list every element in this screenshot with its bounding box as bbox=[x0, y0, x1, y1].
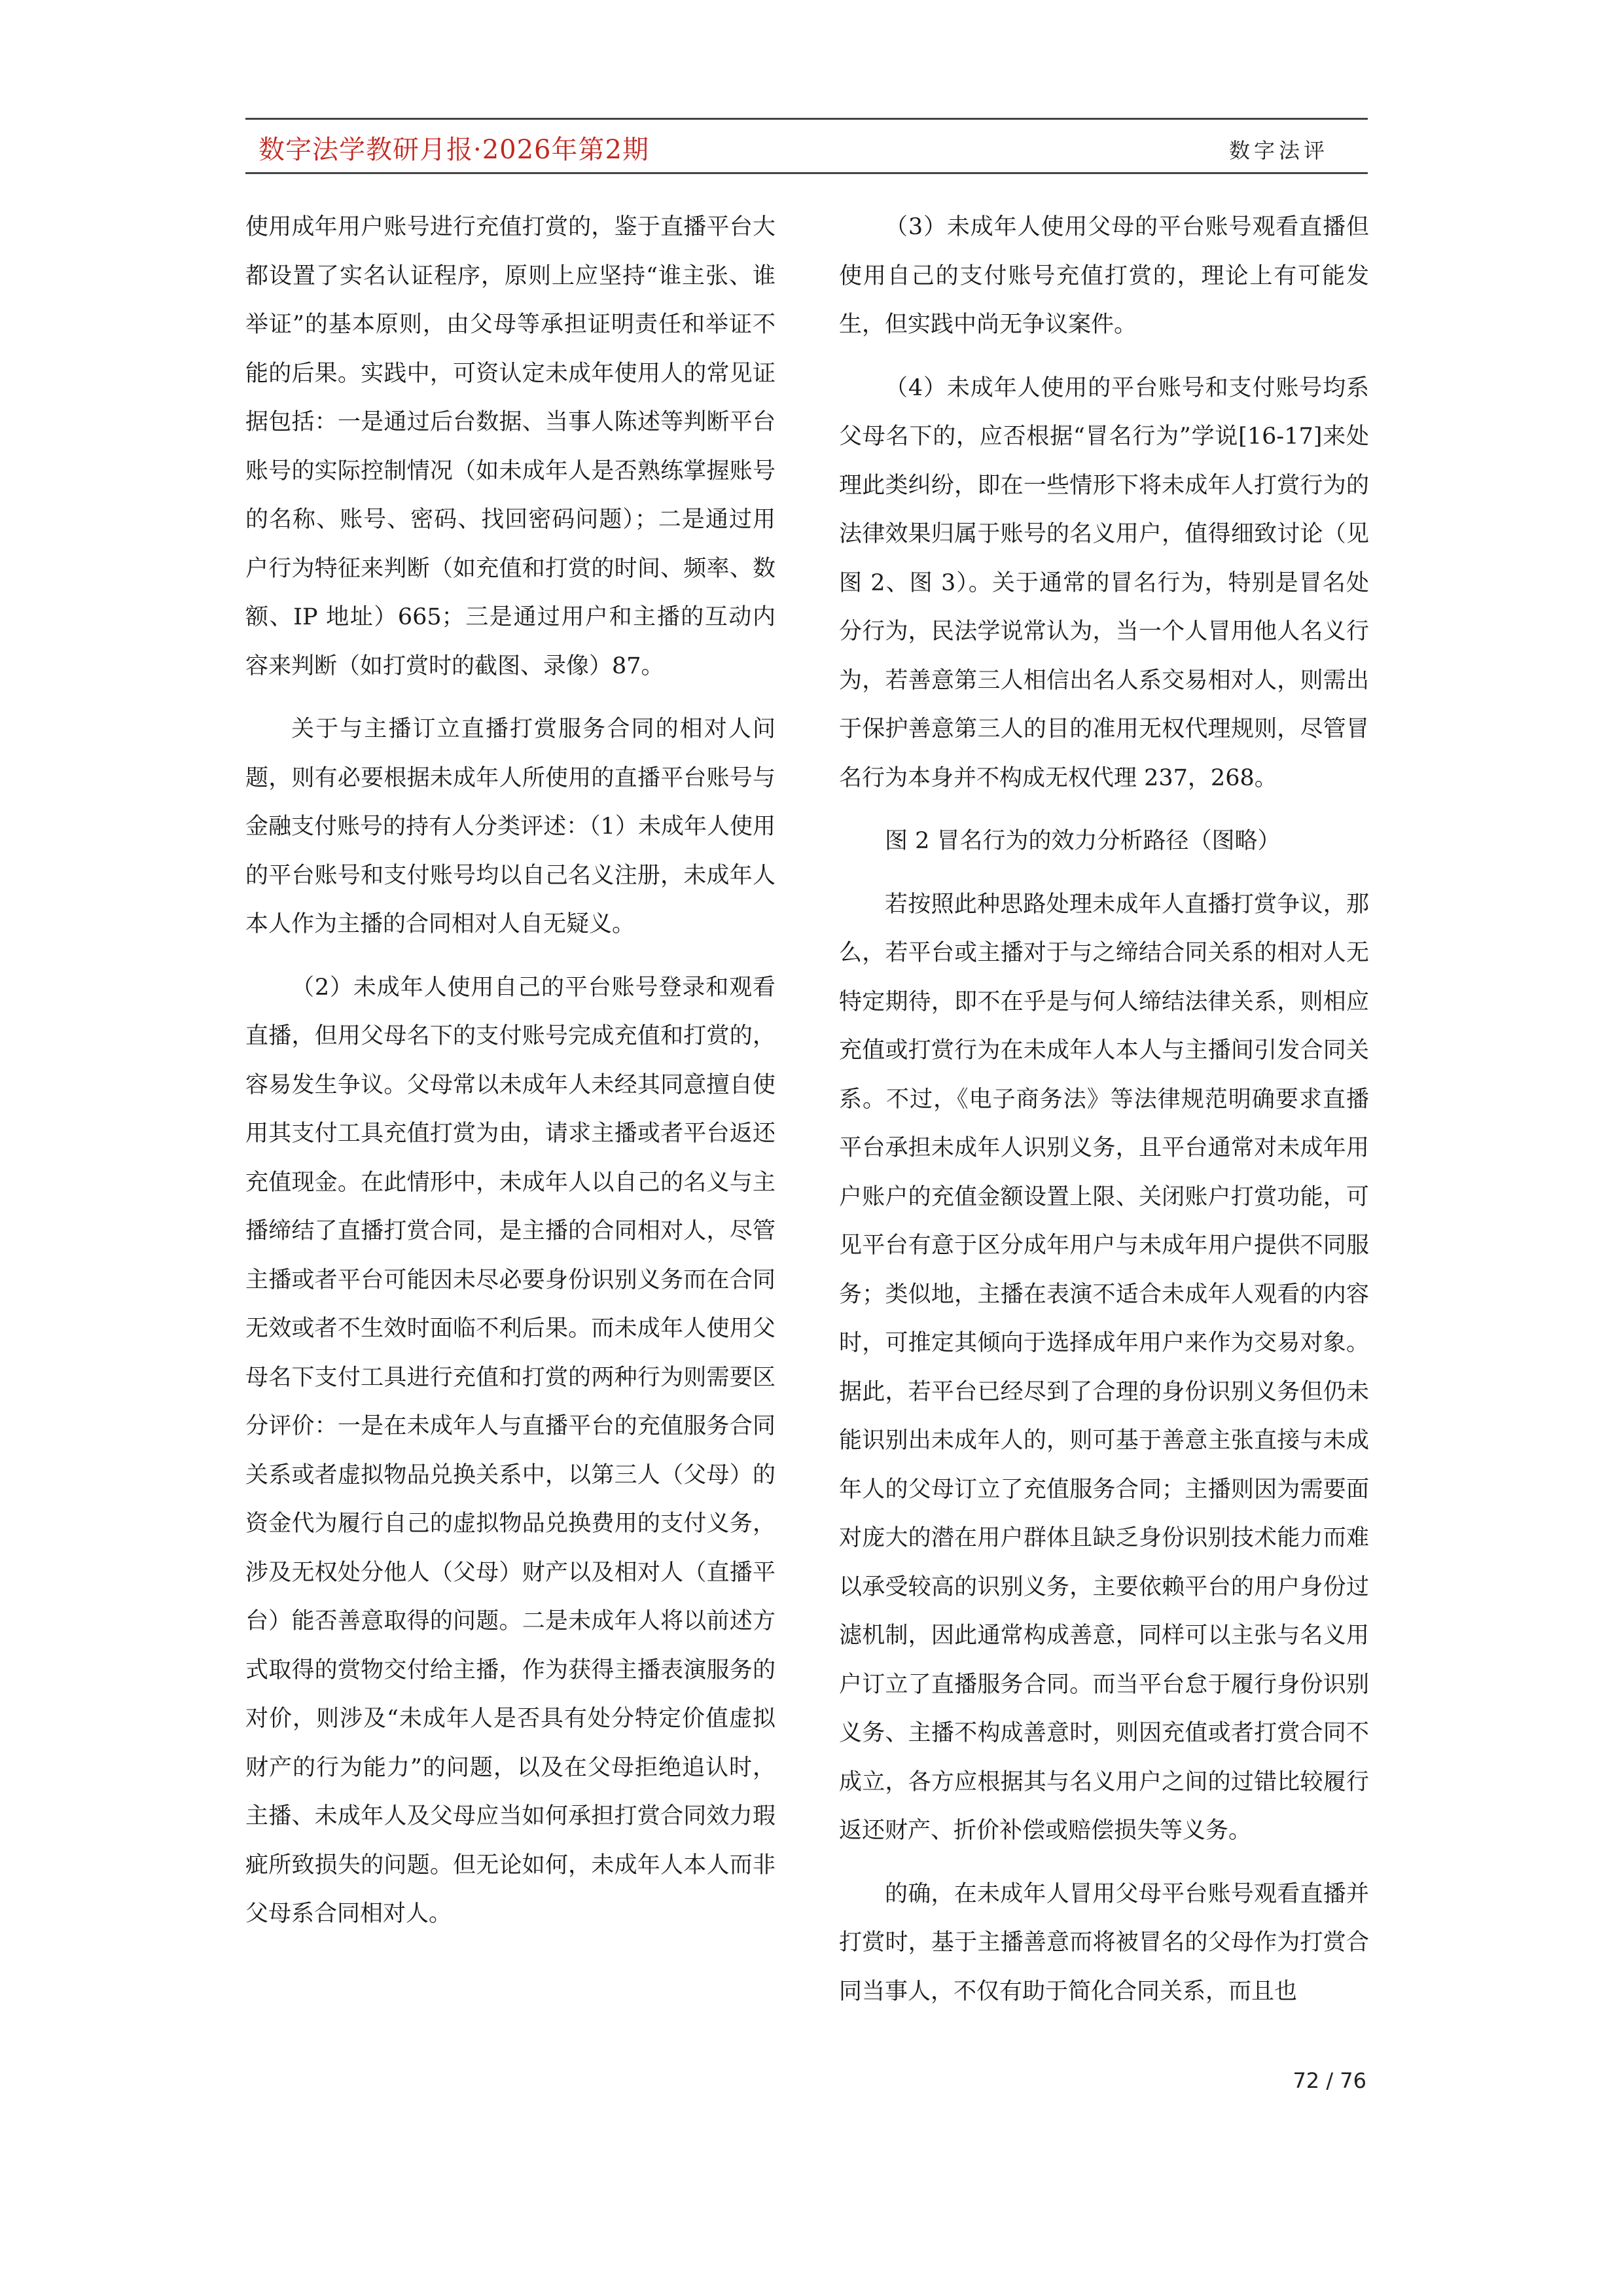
left-column bbox=[245, 203, 776, 1953]
journal-title: 数字法学教研月报·2026年第2期 bbox=[259, 135, 649, 165]
paragraph: 使用成年用户账号进行充值打赏的，鉴于直播平台大都设置了实名认证程序，原则上应坚持“谁主张、谁举证”的基本原则，由父母等承担证明责任和举证不能的后果。实践中，可资认定未成年使用人的常见证据包括：一是通过后台数据、当事人陈述等判断平台账号的实际控制情况（如未成年人是否熟练掌握账号的名称、账号、密码、找回密码问题）；二是通过用户行为特征来判断（如充值和打赏的时间、频率、数额、IP 地址）665；三是通过用户和主播的互动内容来判断（如打赏时的截图、录像）87。 bbox=[245, 214, 776, 679]
section-name: 数字法评 bbox=[1228, 138, 1329, 163]
paragraph: （4）未成年人使用的平台账号和支付账号均系父母名下的，应否根据“冒名行为”学说[16-17]来处理此类纠纷，即在一些情形下将未成年人打赏行为的法律效果归属于账号的名义用户，值得细致讨论（见图 2、图 3）。关于通常的冒名行为，特别是冒名处分行为，民法学说常认为，当一个人冒用他人名义行为，若善意第三人相信出名人系交易相对人，则需出于保护善意第三人的目的准用无权代理规则，尽管冒名行为本身并不构成无权代理 237，268。 bbox=[839, 374, 1369, 791]
page-number: 72 / 76 bbox=[1293, 2068, 1366, 2093]
figure-caption: 图 2 冒名行为的效力分析路径（图略） bbox=[885, 828, 1281, 854]
right-column bbox=[839, 203, 1369, 2030]
paragraph: （3）未成年人使用父母的平台账号观看直播但使用自己的支付账号充值打赏的，理论上有可能发生，但实践中尚无争议案件。 bbox=[839, 214, 1369, 338]
running-header bbox=[245, 118, 1368, 174]
paragraph: 关于与主播订立直播打赏服务合同的相对人问题，则有必要根据未成年人所使用的直播平台账号与金融支付账号的持有人分类评述：（1）未成年人使用的平台账号和支付账号均以自己名义注册，未成年人本人作为主播的合同相对人自无疑义。 bbox=[245, 716, 776, 937]
paragraph: 若按照此种思路处理未成年人直播打赏争议，那么，若平台或主播对于与之缔结合同关系的相对人无特定期待，即不在乎是与何人缔结法律关系，则相应充值或打赏行为在未成年人本人与主播间引发合同关系。不过，《电子商务法》等法律规范明确要求直播平台承担未成年人识别义务，且平台通常对未成年用户账户的充值金额设置上限、关闭账户打赏功能，可见平台有意于区分成年用户与未成年用户提供不同服务；类似地，主播在表演不适合未成年人观看的内容时，可推定其倾向于选择成年用户来作为交易对象。据此，若平台已经尽到了合理的身份识别义务但仍未能识别出未成年人的，则可基于善意主张直接与未成年人的父母订立了充值服务合同；主播则因为需要面对庞大的潜在用户群体且缺乏身份识别技术能力而难以承受较高的识别义务，主要依赖平台的用户身份过滤机制，因此通常构成善意，同样可以主张与名义用户订立了直播服务合同。而当平台怠于履行身份识别义务、主播不构成善意时，则因充值或者打赏合同不成立，各方应根据其与名义用户之间的过错比较履行返还财产、折价补偿或赔偿损失等义务。 bbox=[839, 891, 1369, 1844]
paragraph: 的确，在未成年人冒用父母平台账号观看直播并打赏时，基于主播善意而将被冒名的父母作为打赏合同当事人，不仅有助于简化合同关系，而且也 bbox=[839, 1880, 1369, 2005]
paragraph: （2）未成年人使用自己的平台账号登录和观看直播，但用父母名下的支付账号完成充值和打赏的，容易发生争议。父母常以未成年人未经其同意擅自使用其支付工具充值打赏为由，请求主播或者平台返还充值现金。在此情形中，未成年人以自己的名义与主播缔结了直播打赏合同，是主播的合同相对人，尽管主播或者平台可能因未尽必要身份识别义务而在合同无效或者不生效时面临不利后果。而未成年人使用父母名下支付工具进行充值和打赏的两种行为则需要区分评价：一是在未成年人与直播平台的充值服务合同关系或者虚拟物品兑换关系中，以第三人（父母）的资金代为履行自己的虚拟物品兑换费用的支付义务，涉及无权处分他人（父母）财产以及相对人（直播平台）能否善意取得的问题。二是未成年人将以前述方式取得的赏物交付给主播，作为获得主播表演服务的对价，则涉及“未成年人是否具有处分特定价值虚拟财产的行为能力”的问题，以及在父母拒绝追认时，主播、未成年人及父母应当如何承担打赏合同效力瑕疵所致损失的问题。但无论如何，未成年人本人而非父母系合同相对人。 bbox=[245, 974, 776, 1927]
